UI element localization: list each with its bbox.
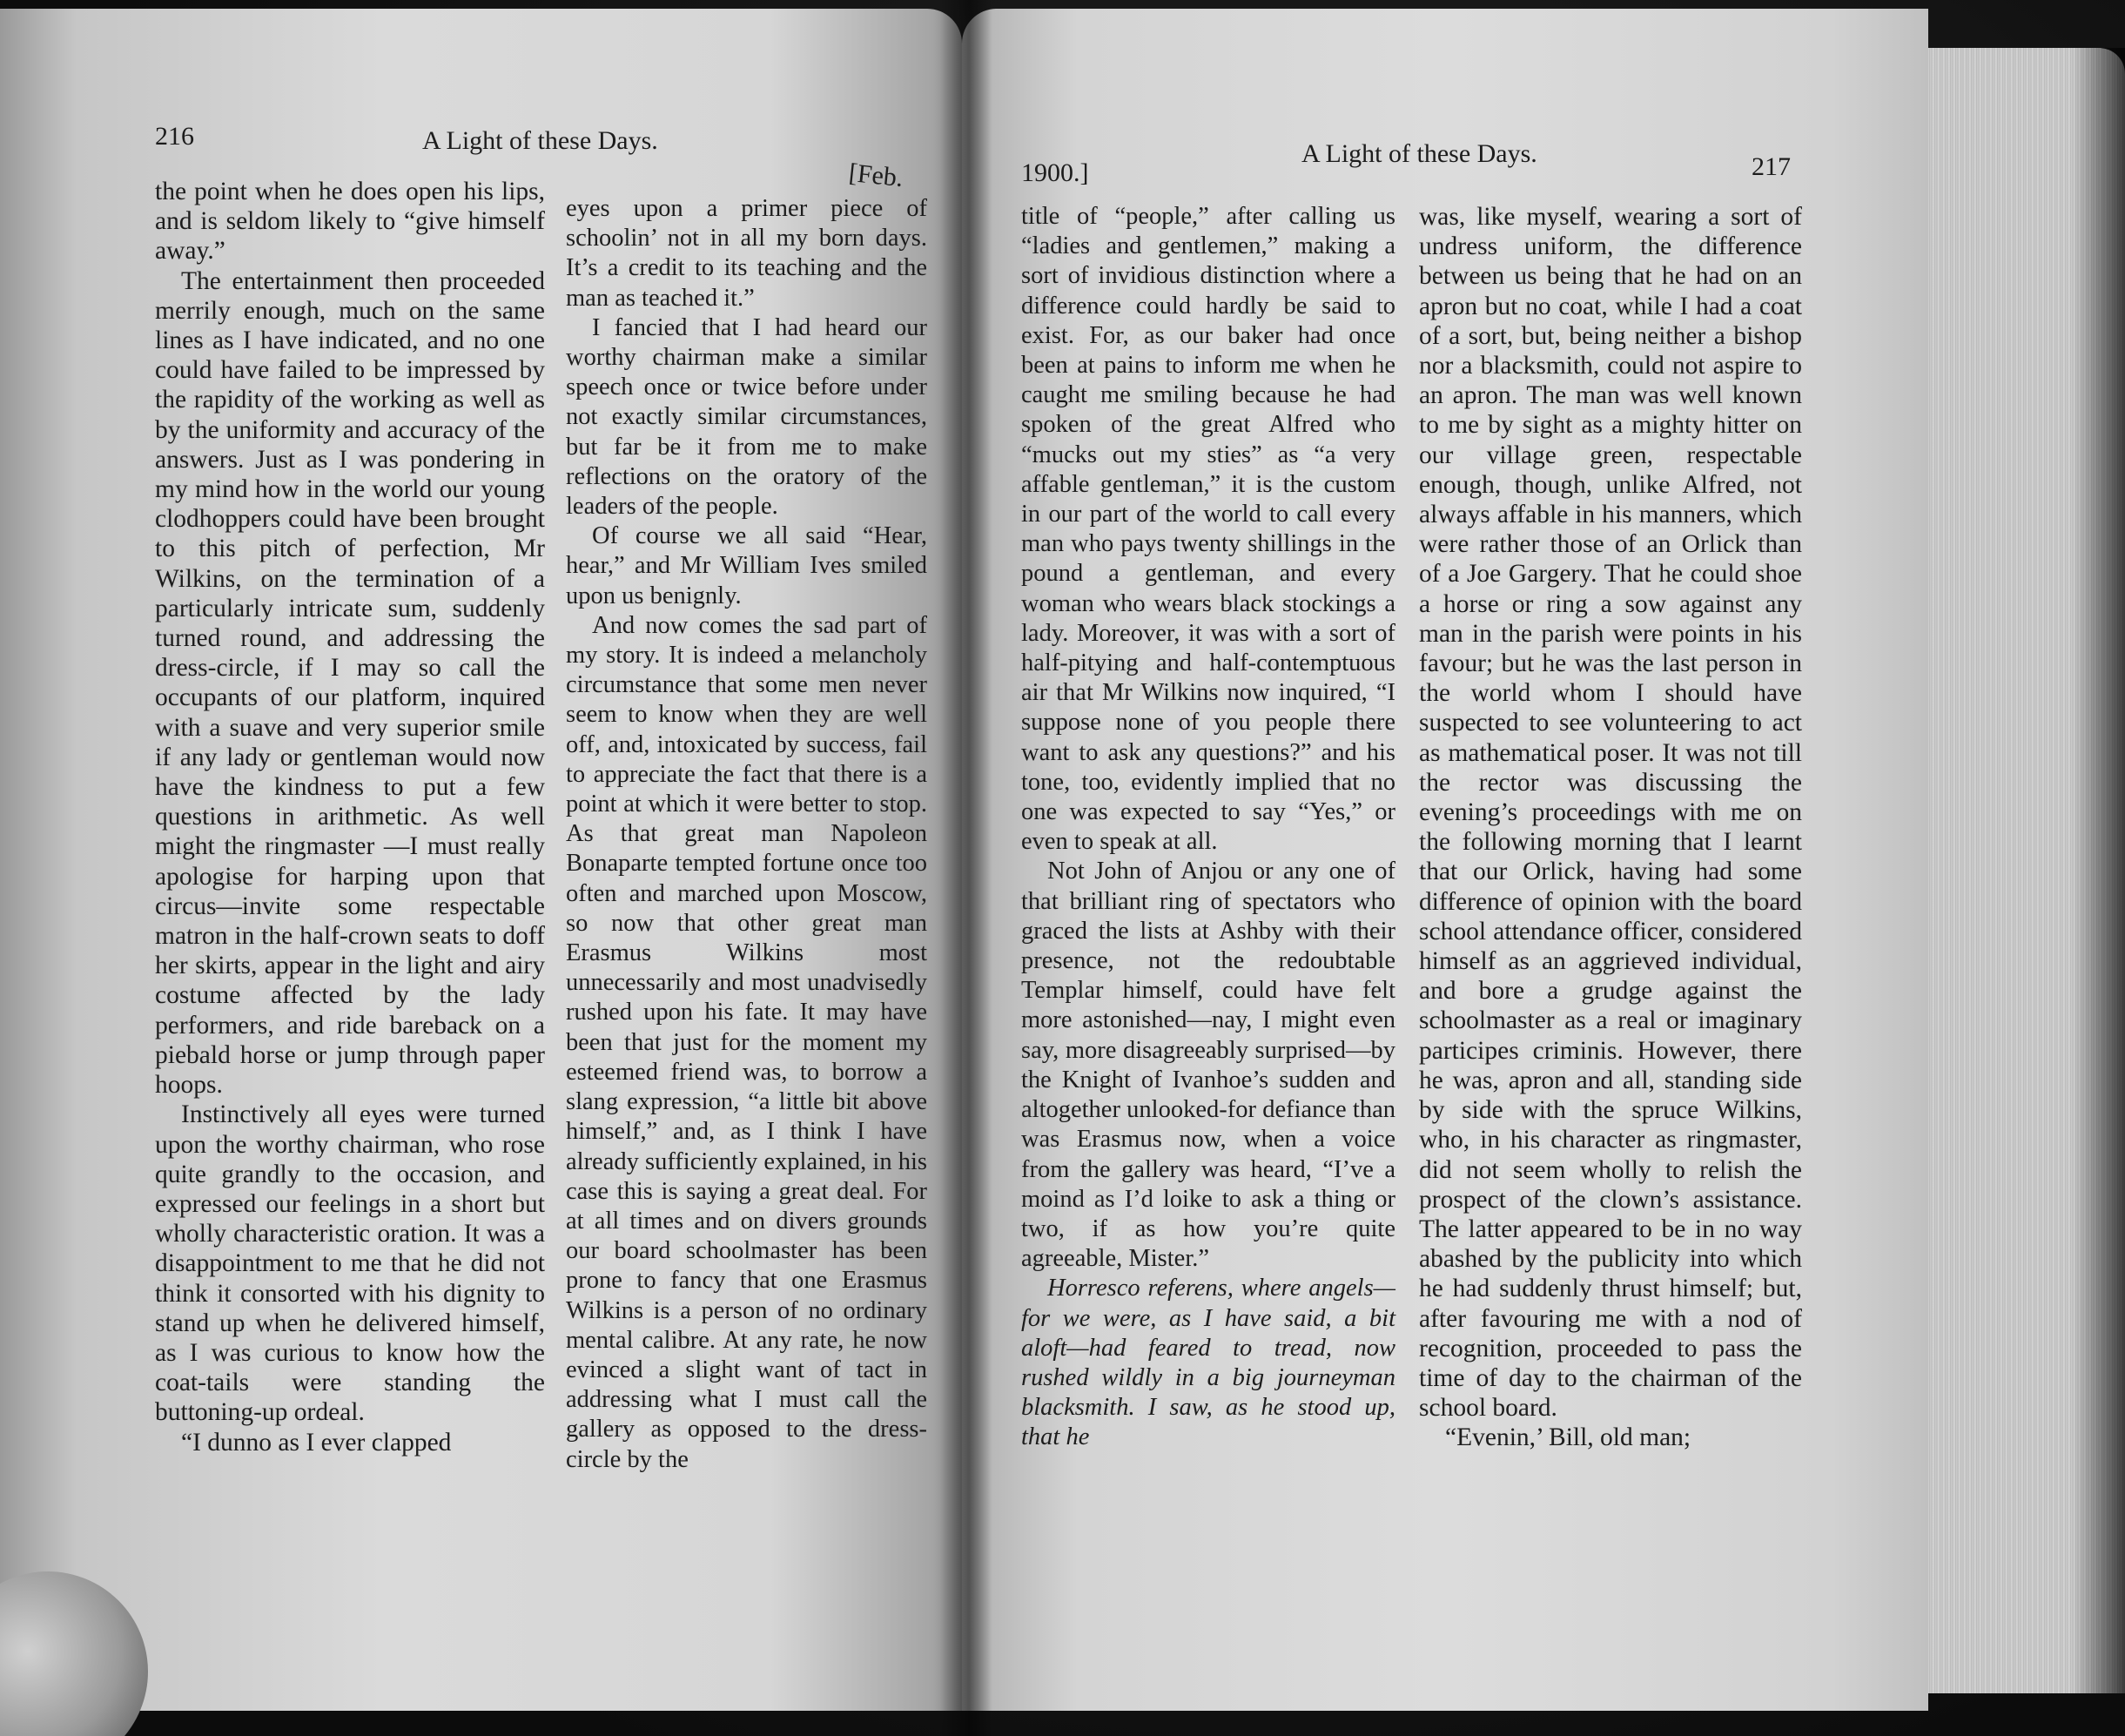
paragraph: the point when he does open his lips, and is seldom likely to “give himself away.” [155, 178, 545, 266]
paragraph: was, like myself, wearing a sort of undress uniform, the difference between us being that he had on an apron but no coat, while I had a coat of a sort, but, being neither a bishop nor a blacksmith, could not aspire to an apron. The man was well known to me by sight as a mighty hitter on our village green, respectable enough, though, unlike Alfred, not always affable in his manners, which were rather those of an Orlick than of a Joe Gargery. That he could shoe a horse or ring a sow against any man in the parish were points in his favour; but he was the last person in the world whom I should have suspected to see volunteering to act as mathematical poser. It was not till the rector was discussing the evening’s proceedings with me on the following morning that I learnt that our Orlick, having had some difference of opinion with the board school attendance officer, considered himself as an aggrieved individual, and bore a grudge against the schoolmaster as a real or imaginary participes criminis. However, there he was, apron and all, standing side by side with the spruce Wilkins, who, in his character as ringmaster, did not seem wholly to relish the prospect of the clown’s assistance. The latter appeared to be in no way abashed by the publicity into which he had suddenly thrust himself; but, after favouring me with a nod of recognition, proceeded to pass the time of day to the chairman of the school board. [1419, 203, 1802, 1423]
left-date-tag: [Feb. [847, 158, 905, 193]
paragraph: “I dunno as I ever clapped [181, 1428, 452, 1457]
left-column-1 [155, 177, 545, 1457]
paragraph: eyes upon a primer piece of schoolin’ not in all my born days. It’s a credit to its teaching and the man as teached it.” [566, 195, 927, 312]
right-column-2 [1419, 202, 1802, 1453]
right-date-tag: 1900.] [1021, 158, 1089, 187]
right-column-1 [1021, 202, 1395, 1453]
paragraph: Of course we all said “Hear, hear,” and Mr William Ives smiled upon us benignly. [566, 522, 927, 609]
left-column-2 [566, 194, 927, 1475]
paragraph: Instinctively all eyes were turned upon the worthy chairman, who rose quite grandly to the occasion, and expressed our feelings in a short but wholly characteristic oration. It was a disappointment to me that he did not think it consorted with his dignity to stand up when he delivered himself, as I was curious to know how the coat-tails were standing the buttoning-up ordeal. [155, 1100, 545, 1427]
page-edges-shadow [2072, 48, 2125, 1693]
paragraph: And now comes the sad part of my story. It is indeed a melancholy circumstance that some men never seem to know when they are well off, and, intoxicated by success, fail to appreciate the fact that there is a point at which it were better to stop. As that great man Napoleon Bonaparte tempted fortune once too often and marched upon Moscow, so now that other great man Erasmus Wilkins most unnecessarily and most unadvisedly rushed upon his fate. It may have been that just for the moment my esteemed friend was, to borrow a slang expression, “a little bit above himself,” and, as I think I have already sufficiently explained, in his case this is saying a great deal. For at all times and on divers grounds our board schoolmaster has been prone to fancy that one Erasmus Wilkins is a person of no ordinary mental calibre. At any rate, he now evinced a slight want of tact in addressing what I must call the gallery as opposed to the dress-circle by the [566, 611, 927, 1473]
paragraph: I fancied that I had heard our worthy chairman make a similar speech once or twice before under not exactly similar circumstances, but far be it from me to make reflections on the oratory of the leaders of the people. [566, 313, 927, 521]
right-running-title: A Light of these Days. [1301, 139, 1537, 168]
paragraph: title of “people,” after calling us “ladies and gentlemen,” making a sort of invidious distinction where a difference could hardly be said to exist. For, as our baker had once been at pains to inform me when he caught me smiling because he had spoken of the great Alfred who “mucks out my sties” as “a very affable gentleman,” it is the custom in our part of the world to call every man who pays twenty shillings in the pound a gentleman, and every woman who wears black stockings a lady. Moreover, it was with a sort of half-pitying and half-contemptuous air that Mr Wilkins now inquired, “I suppose none of you people there want to ask any questions?” and his tone, too, evidently implied that no one was expected to say “Yes,” or even to speak at all. [1021, 203, 1395, 856]
left-running-title: A Light of these Days. [422, 126, 658, 155]
left-page-number: 216 [155, 122, 194, 151]
right-page [962, 9, 1928, 1711]
left-page [0, 9, 962, 1711]
paragraph: Horresco referens, where angels—for we were, as I have said, a bit aloft—had feared to tread, now rushed wildly in a big journeyman blacksmith. I saw, as he stood up, that he [1021, 1275, 1395, 1451]
paragraph: The entertainment then proceeded merrily enough, much on the same lines as I have indicated, and no one could have failed to be impressed by the rapidity of the working as well as by the uniformity and accuracy of the answers. Just as I was pondering in my mind how in the world our young clodhoppers could have been brought to this pitch of perfection, Mr Wilkins, on the termination of a particularly intricate sum, suddenly turned round, and addressing the dress-circle, if I may so call the occupants of our platform, inquired with a suave and very superior smile if any lady or gentleman would now have the kindness to put a few questions in arithmetic. As well might the ringmaster —I must really apologise for harping upon that circus—invite some respectable matron in the half-crown seats to doff her skirts, appear in the light and airy costume affected by the lady performers, and ride bareback on a piebald horse or jump through paper hoops. [155, 266, 545, 1100]
right-page-number: 217 [1752, 152, 1791, 181]
paragraph: “Evenin,’ Bill, old man; [1445, 1423, 1691, 1452]
paragraph: Not John of Anjou or any one of that brilliant ring of spectators who graced the lists at Ashby with their presence, not the redoubtable Templar himself, could have felt more astonished—nay, I might even say, more disagreeably surprised—by the Knight of Ivanhoe’s sudden and altogether unlooked-for defiance than was Erasmus now, when a voice from the gallery was heard, “I’ve a moind as I’d loike to ask a thing or two, if as how you’re quite agreeable, Mister.” [1021, 858, 1395, 1273]
